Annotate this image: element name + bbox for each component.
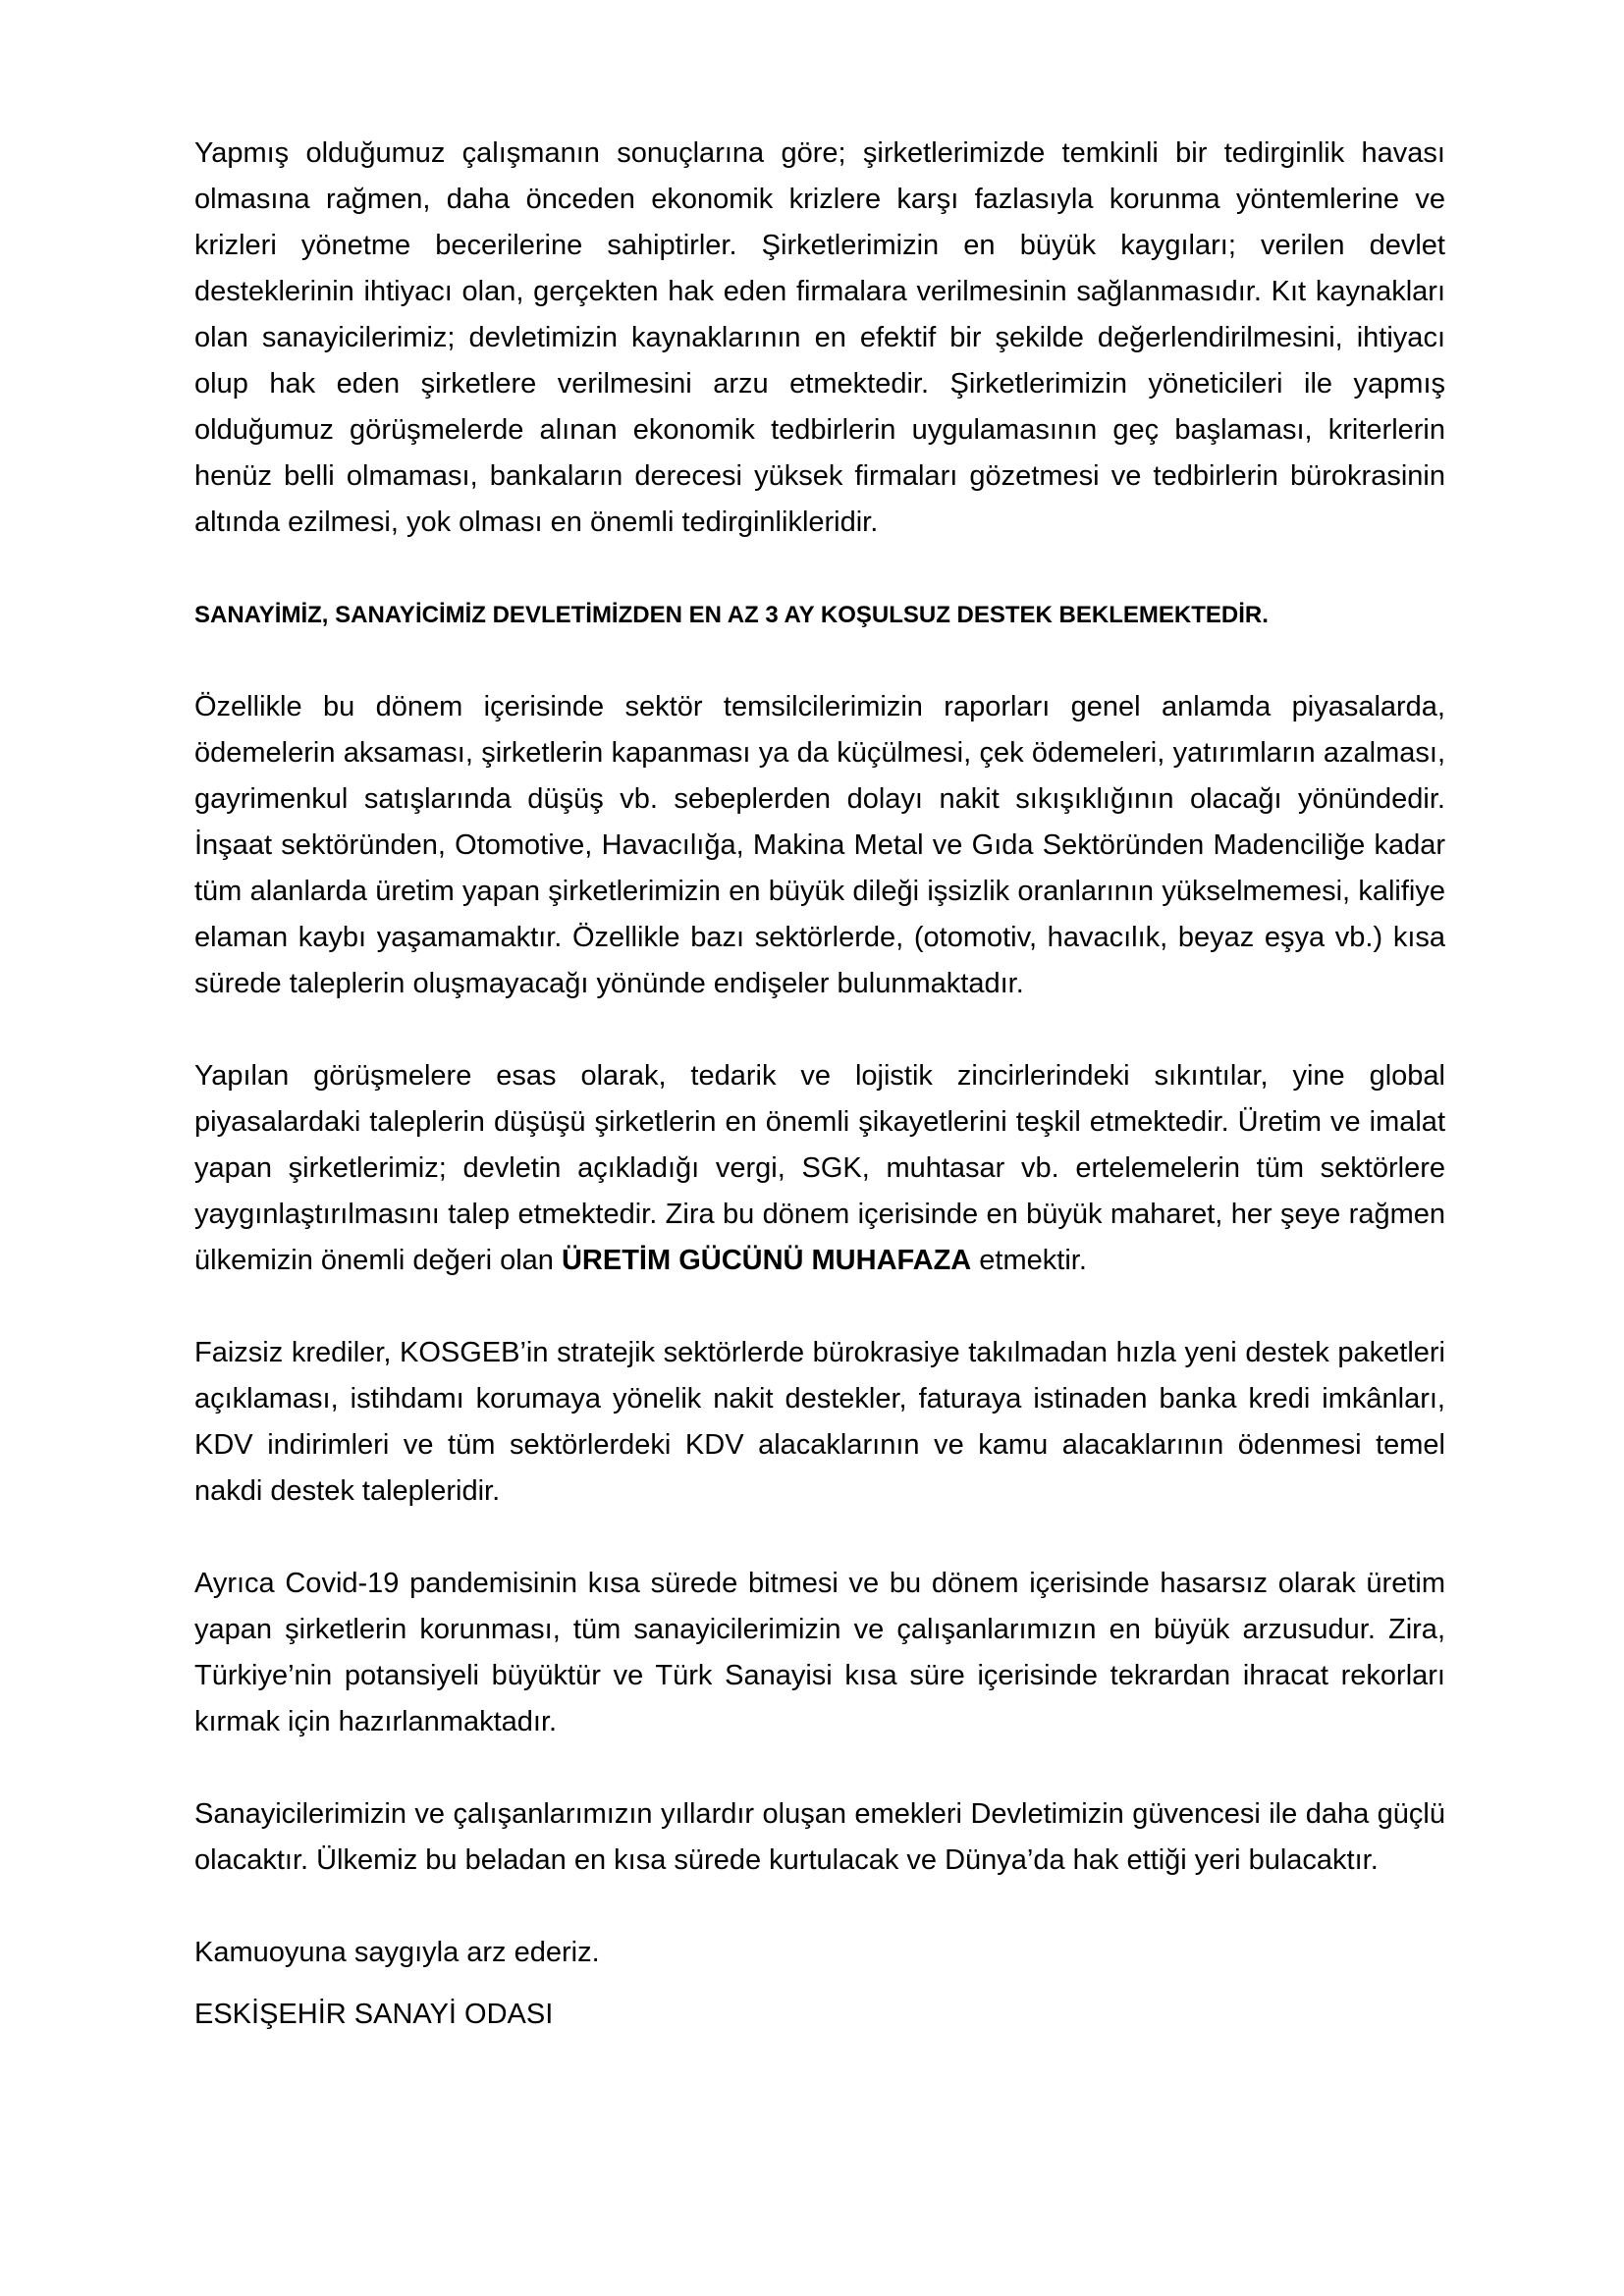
- paragraph-state-assurance: Sanayicilerimizin ve çalışanlarımızın yıllardır oluşan emekleri Devletimizin güvencesi ile daha güçlü olacaktır. Ülkemiz bu beladan en kısa sürede kurtulacak ve Dünya’da hak ettiği yeri bulacaktır.: [194, 1798, 1445, 1876]
- paragraph-covid-recovery: Ayrıca Covid-19 pandemisinin kısa sürede bitmesi ve bu dönem içerisinde hasarsız olarak üretim yapan şirketlerin korunması, tüm sanayicilerimizin ve çalışanlarımızın en büyük arzusudur. Zira, Türkiye’nin potansiyeli büyüktür ve Türk Sanayisi kısa süre içerisinde tekrardan ihracat rekorları kırmak için hazırlanmaktadır.: [194, 1568, 1445, 1737]
- closing-statement: Kamuoyuna saygıyla arz ederiz.: [194, 1937, 600, 1968]
- document-page: [194, 131, 1445, 2038]
- emphasis-production-power: ÜRETİM GÜCÜNÜ MUHAFAZA: [561, 1245, 972, 1276]
- paragraph-production-power-ending: etmektir.: [971, 1245, 1087, 1276]
- paragraph-survey-results: Yapmış olduğumuz çalışmanın sonuçlarına göre; şirketlerimizde temkinli bir tedirginlik havası olmasına rağmen, daha önceden ekonomik krizlere karşı fazlasıyla korunma yöntemlerine ve krizleri yönetme becerilerine sahiptirler. Şirketlerimizin en büyük kaygıları; verilen devlet desteklerinin ihtiyacı olan, gerçekten hak eden firmalara verilmesinin sağlanmasıdır. Kıt kaynakları olan sanayicilerimiz; devletimizin kaynaklarının en efektif bir şekilde değerlendirilmesini, ihtiyacı olup hak eden şirketlere verilmesini arzu etmektedir. Şirketlerimizin yöneticileri ile yapmış olduğumuz görüşmelerde alınan ekonomik tedbirlerin uygulamasının geç başlaması, kriterlerin henüz belli olmaması, bankaların derecesi yüksek firmaları gözetmesi ve tedbirlerin bürokrasinin altında ezilmesi, yok olması en önemli tedirginlikleridir.: [194, 137, 1445, 538]
- paragraph-production-power-text: Yapılan görüşmelere esas olarak, tedarik ve lojistik zincirlerindeki sıkıntılar, yine global piyasalardaki taleplerin düşüşü şirketlerin en önemli şikayetlerini teşkil etmektedir. Üretim ve imalat yapan şirketlerimiz; devletin açıkladığı vergi, SGK, muhtasar vb. ertelemelerin tüm sektörlere yaygınlaştırılmasını talep etmektedir. Zira bu dönem içerisinde en büyük maharet, her şeye rağmen ülkemizin önemli değeri olan: [194, 1060, 1445, 1276]
- paragraph-production-power: [194, 1053, 1445, 1284]
- document-heading: SANAYİMİZ, SANAYİCİMİZ DEVLETİMİZDEN EN AZ 3 AY KOŞULSUZ DESTEK BEKLEMEKTEDİR.: [194, 602, 1269, 628]
- signature: ESKİŞEHİR SANAYİ ODASI: [194, 1999, 554, 2030]
- paragraph-cash-support: Faizsiz krediler, KOSGEB’in stratejik sektörlerde bürokrasiye takılmadan hızla yeni destek paketleri açıklaması, istihdamı korumaya yönelik nakit destekler, faturaya istinaden banka kredi imkânları, KDV indirimleri ve tüm sektörlerdeki KDV alacaklarının ve kamu alacaklarının ödenmesi temel nakdi destek talepleridir.: [194, 1337, 1445, 1507]
- paragraph-sector-reports: Özellikle bu dönem içerisinde sektör temsilcilerimizin raporları genel anlamda piyasalarda, ödemelerin aksaması, şirketlerin kapanması ya da küçülmesi, çek ödemeleri, yatırımların azalması, gayrimenkul satışlarında düşüş vb. sebeplerden dolayı nakit sıkışıklığının olacağı yönündedir. İnşaat sektöründen, Otomotive, Havacılığa, Makina Metal ve Gıda Sektöründen Madenciliğe kadar tüm alanlarda üretim yapan şirketlerimizin en büyük dileği işsizlik oranlarının yükselmemesi, kalifiye elaman kaybı yaşamamaktır. Özellikle bazı sektörlerde, (otomotiv, havacılık, beyaz eşya vb.) kısa sürede taleplerin oluşmayacağı yönünde endişeler bulunmaktadır.: [194, 691, 1445, 999]
